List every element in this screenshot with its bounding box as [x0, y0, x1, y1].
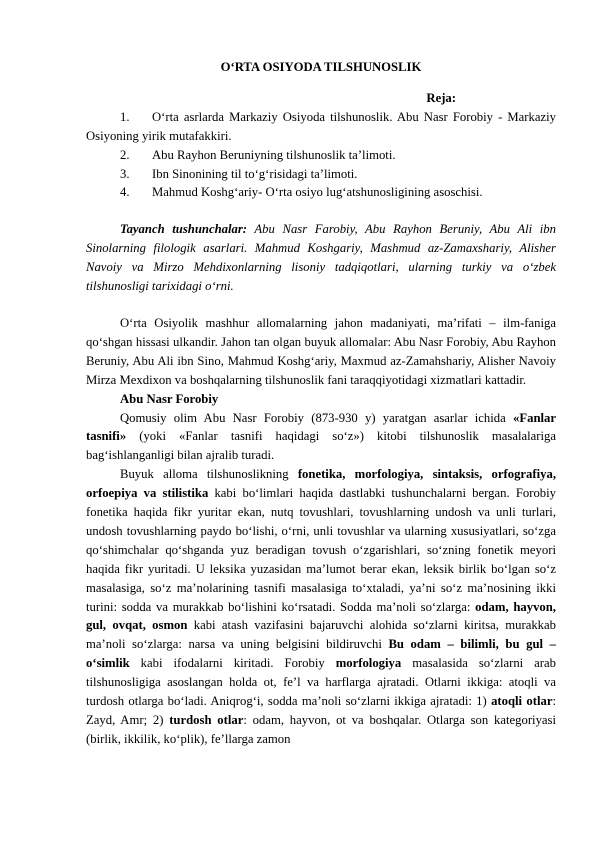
- plan-heading: Reja:: [426, 90, 456, 105]
- plan-item-text: Ibn Sinonining til to‘g‘risidagi ta’limoti.: [152, 166, 358, 181]
- key-concepts-label: Tayanch tushunchalar:: [120, 222, 248, 237]
- body-paragraph: [86, 409, 556, 466]
- text-run: masalasida so‘zlarni arab tilshunosligiga asoslangan holda ot, fe’l va harflarga ajratadi. Otlarni ikkiga: atoqli va turdosh otlarga bo‘ladi. Aniqrog‘i, sodda ma’noli so‘zlarni ikkiga ajratadi: 1): [86, 656, 556, 709]
- bold-term: turdosh otlar: [169, 713, 244, 727]
- intro-paragraph: O‘rta Osiyolik mashhur allomalarning jahon madaniyati, ma’rifati – ilm-faniga qo‘shgan hissasi ulkandir. Jahon tan olgan buyuk allomalar: Abu Nasr Forobiy, Abu Rayhon Beruniy, Abu Ali ibn Sino, Mahmud Koshg‘ariy, Maxmud az-Zamahshariy, Alisher Navoiy Mirza Mexdixon va boshqalarning tilshunoslik fani taraqqiyotidagi xizmatlari kattadir.: [86, 315, 556, 387]
- text-run: : Zayd, Amr; 2): [86, 694, 556, 727]
- plan-item-number: 1.: [120, 109, 130, 124]
- key-concepts-paragraph: [86, 220, 556, 296]
- key-concepts-text: Abu Nasr Farobiy, Abu Rayhon Beruniy, Abu Ali ibn Sinolarning filologik asarlari. Mahmud Koshgariy, Mashmud az-Zamaxshariy, Alisher Navoiy va Mirzo Mehdixonlarning lisoniy tadqiqotlari, ularning turkiy va o‘zbek tilshunosligi tarixidagi o‘rni.: [86, 222, 556, 294]
- plan-item-text: Abu Rayhon Beruniyning tilshunoslik ta’limoti.: [152, 147, 396, 162]
- bold-term: atoqli otlar: [491, 694, 553, 709]
- plan-item: [86, 183, 556, 202]
- text-run: Buyuk alloma tilshunoslikning: [120, 467, 298, 482]
- spacer: [86, 202, 556, 220]
- plan-item-text: O‘rta asrlarda Markaziy Osiyoda tilshunoslik. Abu Nasr Forobiy - Markaziy Osiyoning yirik mutafakkiri.: [86, 109, 556, 143]
- plan-item-number: 4.: [120, 185, 130, 200]
- text-run: Qomusiy olim Abu Nasr Forobiy (873-930 y) yaratgan asarlar ichida: [120, 410, 513, 425]
- text-run: kabi ifodalarni kiritadi. Forobiy: [129, 656, 336, 671]
- bold-term: fonetika, morfologiya, sintaksis, orfografiya, orfoepiya va stilistika: [86, 467, 556, 501]
- plan-item-number: 3.: [120, 166, 130, 181]
- text-run: kabi atash vazifasini bajaruvchi alohida so‘zlarni kiritsa, murakkab ma’noli so‘zlarga: narsa va uning belgisini bildiruvchi: [86, 618, 556, 652]
- bold-term: morfologiya: [335, 656, 402, 671]
- plan-item: [86, 108, 556, 146]
- document-page: [86, 58, 556, 749]
- text-run: : odam, hayvon, ot va boshqalar. Otlarga son kategoriyasi (birlik, ikkilik, ko‘plik), fe’llarga zamon: [86, 713, 557, 746]
- plan-item: [86, 146, 556, 165]
- plan-item: [86, 165, 556, 184]
- spacer: [86, 296, 556, 314]
- page-title: O‘RTA OSIYODA TILSHUNOSLIK: [220, 60, 422, 74]
- text-run: kabi bo‘limlari haqida dastlabki tushunchalarni bergan. Forobiy fonetika haqida fikr yuritar ekan, nutq tovushlari, tovushlarning undosh va unli turlari, undosh tovushlarning paydo bo‘lishi, o‘rni, unli tovushlar va ularning xususiyatlari, so‘zga qo‘shimchalar qo‘shganda yuz beradigan tovush o‘zgarishlari, so‘zning fonetik meyori haqida fikr yuritadi. U leksika yuzasidan ma’lumot berar ekan, leksik birlik bo‘lgan so‘z masalasiga, so‘z ma’nolarining tasnifi masalasiga to‘xtaladi, ya’ni so‘z ma’nosining ikki turini: sodda va murakkab bo‘lishini ko‘rsatadi. Sodda ma’noli so‘zlarga:: [86, 486, 556, 614]
- body-paragraph: [86, 465, 556, 749]
- plan-item-number: 2.: [120, 147, 130, 162]
- text-run: (yoki «Fanlar tasnifi haqidagi so‘z») kitobi tilshunoslik masalalariga bag‘ishlanganligi bilan ajralib turadi.: [86, 429, 556, 463]
- bold-term: odam, hayvon, gul, ovqat, osmon: [86, 599, 556, 633]
- bold-term: «Fanlar tasnifi»: [86, 410, 556, 444]
- bold-term: Bu odam – bilimli, bu gul – o‘simlik: [86, 637, 556, 671]
- section-heading: Abu Nasr Forobiy: [120, 391, 219, 406]
- plan-item-text: Mahmud Koshg‘ariy- O‘rta osiyo lug‘atshunosligining asoschisi.: [152, 185, 483, 200]
